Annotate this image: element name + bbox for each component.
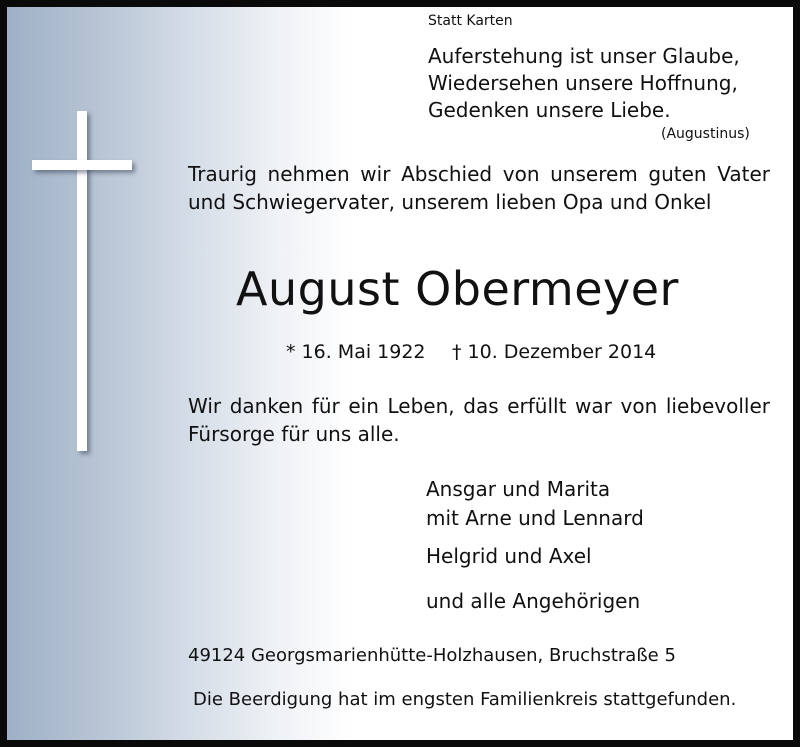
obituary-notice — [7, 7, 793, 740]
funeral-note: Die Beerdigung hat im engsten Familienkreis stattgefunden. — [193, 689, 737, 710]
statt-karten-label: Statt Karten — [428, 13, 513, 29]
quote-line-3: Gedenken unsere Liebe. — [428, 98, 671, 122]
quote-line-2: Wiedersehen unsere Hoffnung, — [428, 71, 738, 95]
quote-line-1: Auferstehung ist unser Glaube, — [428, 44, 740, 68]
intro-text: Traurig nehmen wir Abschied von unserem guten Vater und Schwiegervater, unserem lieben Opa und Onkel — [188, 162, 770, 214]
quote-author: (Augustinus) — [661, 126, 750, 142]
cross-horizontal-beam — [32, 160, 132, 170]
mourner-line-3: Helgrid und Axel — [426, 544, 592, 568]
mourner-line-1: Ansgar und Marita — [426, 477, 611, 501]
deceased-name: August Obermeyer — [236, 262, 679, 316]
birth-date: * 16. Mai 1922 — [286, 341, 426, 363]
thanks-text: Wir danken für ein Leben, das erfüllt war von liebevoller Fürsorge für uns alle. — [188, 394, 770, 446]
death-date: † 10. Dezember 2014 — [452, 341, 657, 363]
address-line: 49124 Georgsmarienhütte-Holzhausen, Bruchstraße 5 — [188, 645, 676, 666]
mourner-line-2: mit Arne und Lennard — [426, 506, 644, 530]
mourner-line-4: und alle Angehörigen — [426, 589, 641, 613]
